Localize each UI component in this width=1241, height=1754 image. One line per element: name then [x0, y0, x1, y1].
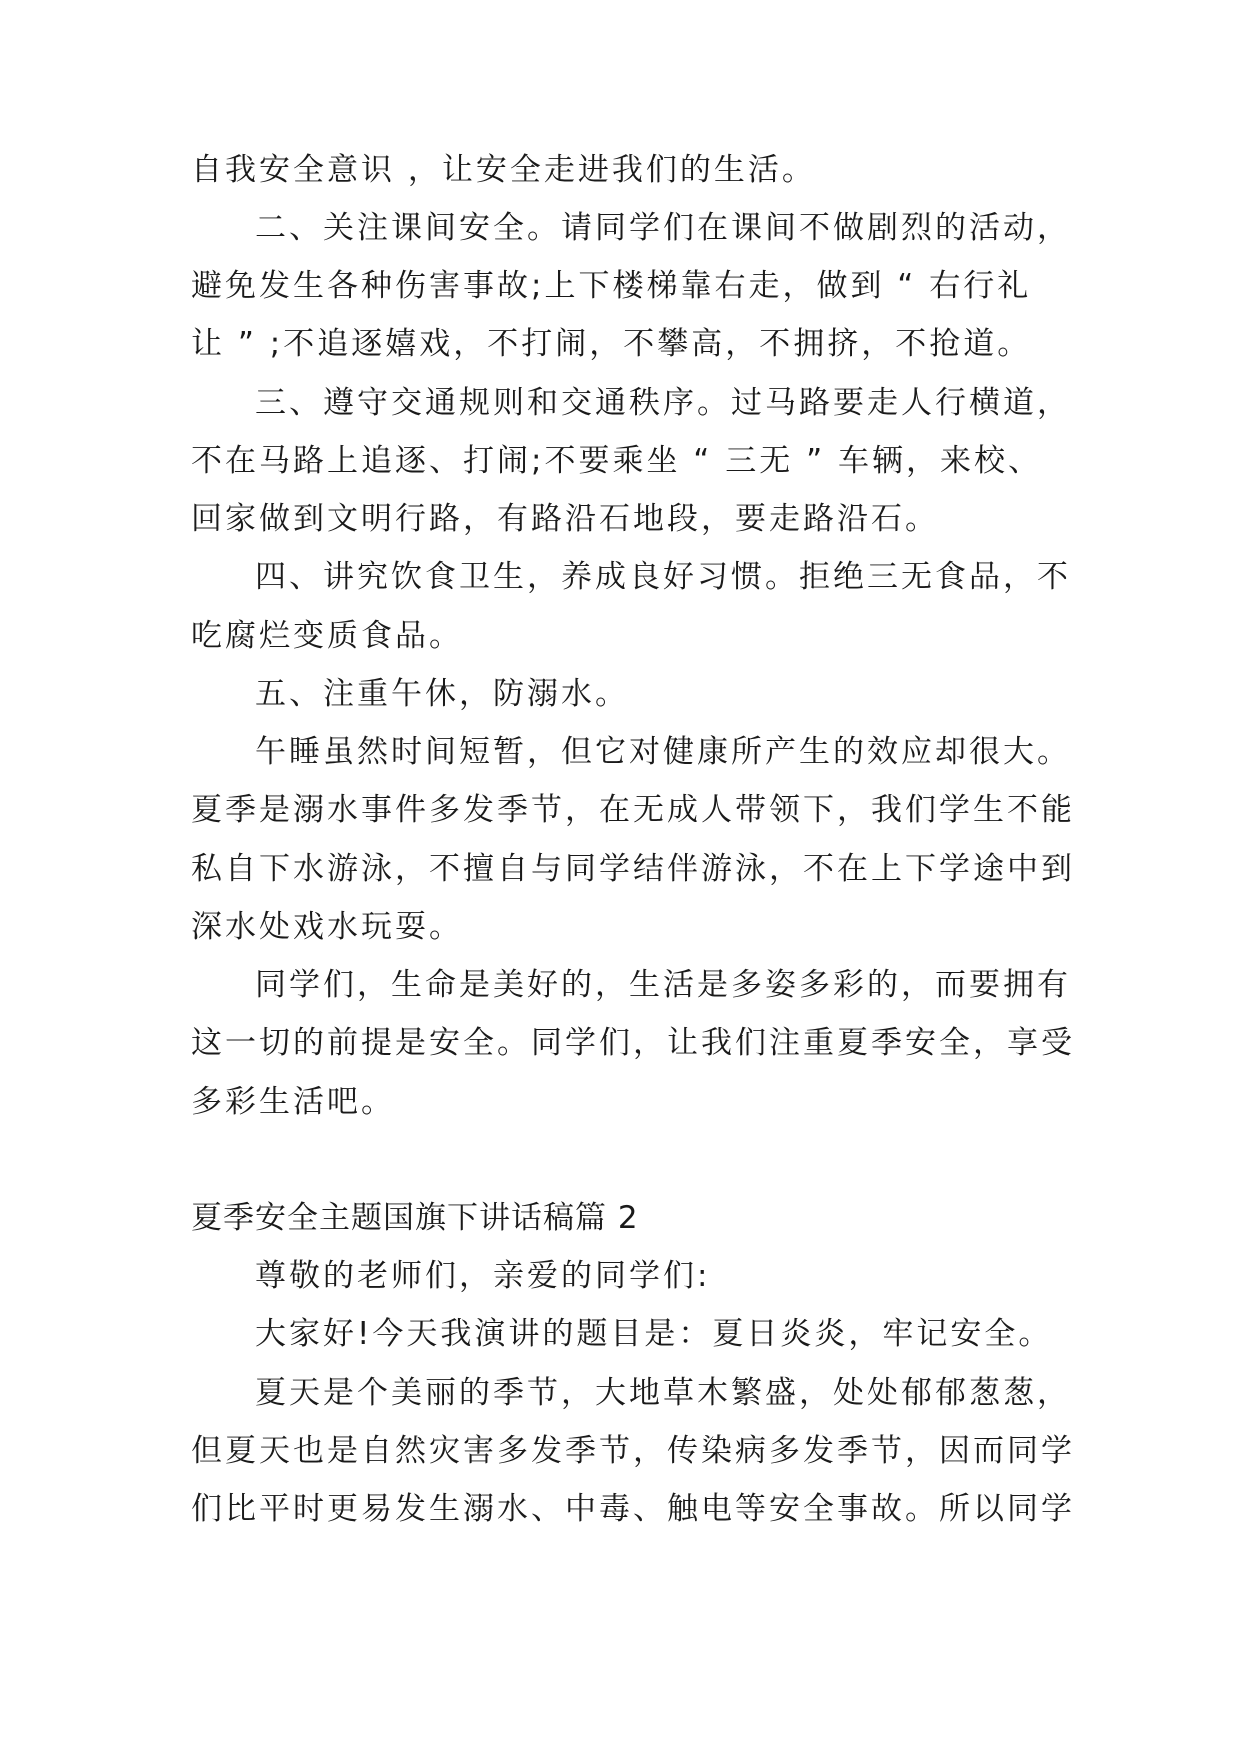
text-line: 吃腐烂变质食品。 [191, 618, 463, 654]
text-line: 不在马路上追逐、打闹;不要乘坐 “ 三无 ” 车辆，来校、 [191, 443, 1042, 479]
text-line: 私自下水游泳，不擅自与同学结伴游泳，不在上下学途中到 [191, 851, 1075, 887]
text-line: 五、注重午休，防溺水。 [255, 676, 629, 712]
text-line: 们比平时更易发生溺水、中毒、触电等安全事故。所以同学 [191, 1491, 1075, 1527]
text-line: 夏天是个美丽的季节，大地草木繁盛，处处郁郁葱葱， [255, 1375, 1071, 1411]
text-line: 三、遵守交通规则和交通秩序。过马路要走人行横道， [255, 385, 1071, 421]
text-line: 尊敬的老师们，亲爱的同学们: [255, 1258, 711, 1294]
text-line: 夏季是溺水事件多发季节，在无成人带领下，我们学生不能 [191, 792, 1075, 828]
text-line: 深水处戏水玩耍。 [191, 909, 463, 945]
text-line: 四、讲究饮食卫生，养成良好习惯。拒绝三无食品，不 [255, 559, 1071, 595]
text-line: 让 ” ;不追逐嬉戏，不打闹，不攀高，不拥挤，不抢道。 [191, 326, 1032, 362]
text-line: 但夏天也是自然灾害多发季节，传染病多发季节，因而同学 [191, 1433, 1075, 1469]
text-line: 回家做到文明行路，有路沿石地段，要走路沿石。 [191, 501, 939, 537]
section-heading: 夏季安全主题国旗下讲话稿篇 2 [191, 1200, 639, 1236]
text-line: 这一切的前提是安全。同学们，让我们注重夏季安全，享受 [191, 1025, 1075, 1061]
text-line: 同学们，生命是美好的，生活是多姿多彩的，而要拥有 [255, 967, 1071, 1003]
text-line: 大家好!今天我演讲的题目是：夏日炎炎，牢记安全。 [255, 1316, 1053, 1352]
text-line: 自我安全意识 ，让安全走进我们的生活。 [191, 152, 816, 188]
text-line: 午睡虽然时间短暂，但它对健康所产生的效应却很大。 [255, 734, 1071, 770]
text-line: 二、关注课间安全。请同学们在课间不做剧烈的活动， [255, 210, 1071, 246]
text-line: 避免发生各种伤害事故;上下楼梯靠右走，做到 “ 右行礼 [191, 268, 1032, 304]
text-line: 多彩生活吧。 [191, 1084, 395, 1120]
